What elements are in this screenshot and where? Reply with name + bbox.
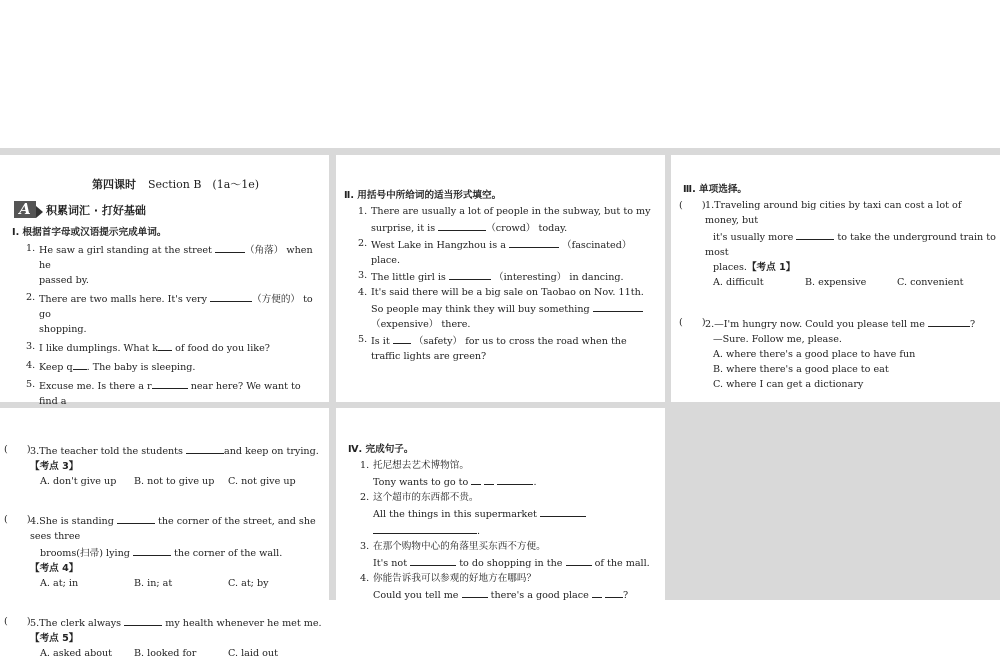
panel-vocabulary (0, 155, 329, 407)
answer-paren[interactable]: ( ) (679, 200, 706, 211)
blank-line[interactable] (484, 473, 494, 485)
part3-continued-block (4, 442, 326, 661)
option-c[interactable]: C. not give up (228, 476, 296, 487)
list-item: 1. There are usually a lot of people in the subway, but to my surprise, it is （crowd） today. (358, 206, 651, 234)
list-item: 4. Keep q . The baby is sleeping. (26, 360, 196, 373)
list-item: 4. It's said there will be a big sale on Taobao on Nov. 11th. So people may think they will buy something （expensive） there. (358, 287, 644, 330)
list-item: 3. 在那个购物中心的角落里买东西不方便。 It's not to do shopping in the of the mall. (360, 541, 650, 569)
blank-line[interactable] (566, 554, 592, 566)
list-item: 2. 这个超市的东西都不贵。 All the things in this supermarket . (360, 490, 660, 539)
lesson-title-cn: 第四课时 (92, 178, 136, 191)
part1-block (12, 225, 322, 424)
blank-line[interactable] (215, 241, 245, 253)
blank-line[interactable] (462, 586, 488, 598)
part4-block (348, 442, 660, 603)
question-3: ( ) 3.The teacher told the students and keep on trying.【考点 3】 A. don't give up B. not to give up C. not give up (4, 442, 326, 489)
options (30, 474, 326, 489)
part1-heading: Ⅰ. 根据首字母或汉语提示完成单词。 (12, 227, 167, 238)
blank-line[interactable] (471, 473, 481, 485)
blank-line[interactable] (373, 522, 477, 534)
blank-line[interactable] (928, 315, 970, 327)
section-title: 积累词汇 · 打好基础 (46, 204, 146, 217)
part4-heading: Ⅳ. 完成句子。 (348, 444, 414, 455)
blank-line[interactable] (497, 473, 533, 485)
question-1: ( ) 1.Traveling around big cities by taxi can cost a lot of money, but it's usually more to take the underground train to most places.【考点 1】 A. difficult B. expensive C. convenient (679, 200, 996, 288)
option-b[interactable]: B. where there's a good place to eat (713, 364, 889, 375)
blank-line[interactable] (593, 300, 643, 312)
option-b[interactable]: B. not to give up (134, 476, 215, 487)
panel-multiple-choice-2 (0, 408, 329, 659)
option-c[interactable]: C. convenient (897, 277, 964, 288)
options (30, 646, 326, 661)
list-item: 1. 托尼想去艺术博物馆。 Tony wants to go to . (360, 460, 537, 488)
list-item: 4. 你能告诉我可以参观的好地方在哪吗？ Could you tell me there's a good place ? (360, 573, 629, 601)
option-c[interactable]: C. at; by (228, 578, 269, 589)
blank-line[interactable] (509, 236, 559, 248)
option-c[interactable]: C. where I can get a dictionary (713, 379, 864, 390)
list-item: 5. Excuse me. Is there a r near here? We want to find a (26, 379, 301, 407)
arrow-icon (36, 206, 43, 218)
blank-line[interactable] (117, 512, 155, 524)
question-2: ( ) 2.—I'm hungry now. Could you please tell me ? —Sure. Follow me, please. A. where there's a good place to have fun B. where there's a good place to eat C. where I can get a dictionary (679, 317, 976, 390)
answer-paren[interactable]: ( ) (4, 444, 31, 455)
lesson-title (92, 177, 259, 192)
blank-line[interactable] (540, 505, 586, 517)
list-item: 2. There are two malls here. It's very （方便的） to go shopping. (26, 292, 313, 335)
blank-line[interactable] (393, 332, 411, 344)
list-item: 3. The little girl is （interesting） in dancing. (358, 270, 624, 283)
blank-line[interactable] (438, 219, 486, 231)
option-a[interactable]: A. at; in (40, 578, 79, 589)
blank-line[interactable] (449, 268, 491, 280)
blank-line[interactable] (410, 554, 456, 566)
lesson-title-en: Section B (1a～1e) (148, 178, 260, 191)
option-a[interactable]: A. where there's a good place to have fun (713, 349, 916, 360)
part3-heading: Ⅲ. 单项选择。 (683, 184, 748, 195)
test-point-tag: 【考点 1】 (746, 262, 796, 273)
blank-line[interactable] (592, 586, 602, 598)
answer-paren[interactable]: ( ) (4, 514, 31, 525)
panel-word-forms (336, 155, 665, 402)
list-item: 5. Is it （safety） for us to cross the road when the traffic lights are green? (358, 334, 627, 362)
blank-line[interactable] (796, 228, 834, 240)
option-b[interactable]: B. in; at (134, 578, 173, 589)
blank-line[interactable] (158, 339, 172, 351)
answer-paren[interactable]: ( ) (679, 317, 706, 328)
test-point-tag: 【考点 4】 (30, 563, 79, 574)
blank-line[interactable] (73, 358, 87, 370)
part2-block (344, 188, 658, 364)
part2-heading: Ⅱ. 用括号中所给词的适当形式填空。 (344, 190, 502, 201)
question-5: ( ) 5.The clerk always my health whenever he met me.【考点 5】 A. asked about B. looked for C. laid out (4, 614, 326, 661)
blank-line[interactable] (605, 586, 623, 598)
blank-line[interactable] (186, 442, 224, 454)
list-item: 2. West Lake in Hangzhou is a （fascinated） place. (358, 238, 632, 266)
blank-line[interactable] (133, 544, 171, 556)
test-point-tag: 【考点 5】 (30, 633, 79, 644)
list-item: 3. I like dumplings. What k of food do you like? (26, 341, 270, 354)
section-header (14, 199, 184, 219)
test-point-tag: 【考点 3】 (30, 461, 79, 472)
answer-paren[interactable]: ( ) (4, 616, 31, 627)
panel-complete-sentences (336, 408, 665, 600)
blank-line[interactable] (152, 377, 188, 389)
part3-block (679, 182, 997, 392)
option-c[interactable]: C. laid out (228, 648, 278, 659)
option-a[interactable]: A. difficult (713, 277, 764, 288)
options (705, 275, 997, 290)
blank-line[interactable] (210, 290, 252, 302)
option-b[interactable]: B. expensive (805, 277, 867, 288)
option-a[interactable]: A. don't give up (40, 476, 117, 487)
option-a[interactable]: A. asked about (40, 648, 113, 659)
section-badge: A (14, 201, 36, 218)
panel-multiple-choice-1 (671, 155, 1000, 402)
blank-line[interactable] (124, 614, 162, 626)
list-item: 1. He saw a girl standing at the street （角落） when he passed by. (26, 243, 313, 286)
option-b[interactable]: B. looked for (134, 648, 197, 659)
options (30, 576, 326, 591)
question-4: ( ) 4.She is standing the corner of the street, and she sees three brooms(扫帚) lying the corner of the wall.【考点 4】 A. at; in B. in; at C. at; by (4, 512, 326, 591)
